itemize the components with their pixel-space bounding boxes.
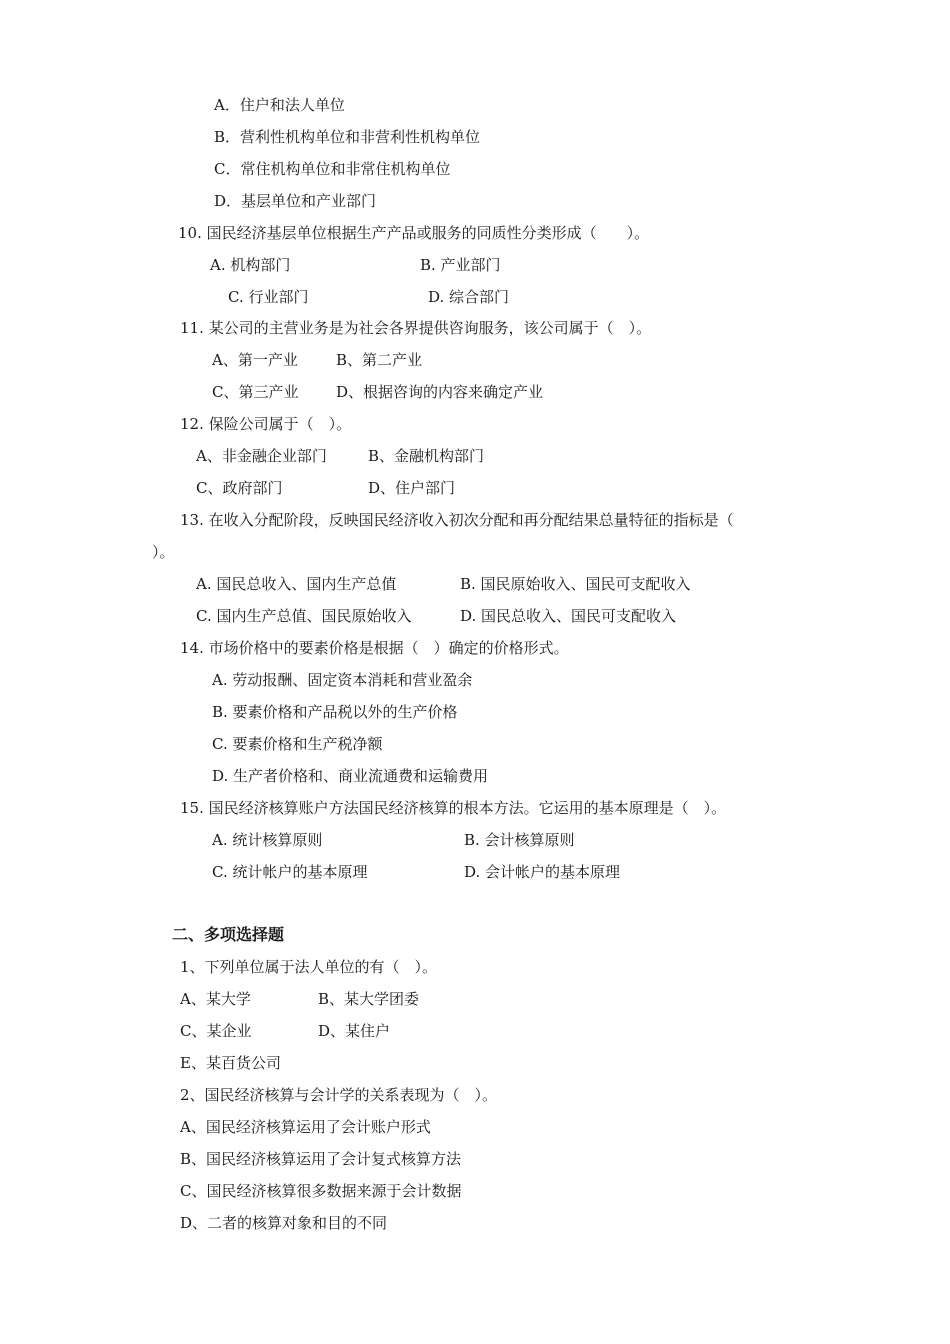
section-heading-multiple-choice: 二、多项选择题	[172, 925, 285, 944]
q13-option-c: C. 国内生产总值、国民原始收入	[196, 607, 412, 625]
q10-option-b: B. 产业部门	[420, 256, 501, 274]
mc-q2-option-a: A、国民经济核算运用了会计账户形式	[180, 1118, 431, 1136]
q10-option-c: C. 行业部门	[228, 288, 309, 306]
q9-option-a: A．住户和法人单位	[214, 96, 345, 114]
q13-stem-line2: ）。	[152, 543, 175, 561]
mc-q1-option-c: C、某企业	[180, 1022, 252, 1040]
q14-option-a: A. 劳动报酬、固定资本消耗和营业盈余	[212, 671, 473, 689]
q11-stem: 11. 某公司的主营业务是为社会各界提供咨询服务，该公司属于（ ）。	[180, 319, 652, 337]
q10-stem: 10. 国民经济基层单位根据生产产品或服务的同质性分类形成（ ）。	[178, 224, 650, 242]
q10-option-d: D. 综合部门	[428, 288, 510, 306]
q13-option-d: D. 国民总收入、国民可支配收入	[460, 607, 677, 625]
q9-option-c: C．常住机构单位和非常住机构单位	[214, 160, 451, 178]
mc-q2-stem: 2、国民经济核算与会计学的关系表现为（ ）。	[180, 1086, 498, 1104]
q15-stem: 15. 国民经济核算账户方法国民经济核算的根本方法。它运用的基本原理是（ ）。	[180, 799, 727, 817]
q10-option-a: A. 机构部门	[210, 256, 291, 274]
mc-q2-option-c: C、国民经济核算很多数据来源于会计数据	[180, 1182, 462, 1200]
q12-option-a: A、非金融企业部门	[196, 447, 327, 465]
q14-option-d: D. 生产者价格和、商业流通费和运输费用	[212, 767, 489, 785]
q11-option-c: C、第三产业	[212, 383, 299, 401]
q15-option-c: C. 统计帐户的基本原理	[212, 863, 368, 881]
mc-q2-option-d: D、二者的核算对象和目的不同	[180, 1214, 388, 1232]
q11-option-d: D、根据咨询的内容来确定产业	[336, 383, 544, 401]
q13-option-a: A. 国民总收入、国内生产总值	[196, 575, 397, 593]
q14-option-c: C. 要素价格和生产税净额	[212, 735, 383, 753]
q15-option-a: A. 统计核算原则	[212, 831, 323, 849]
mc-q1-option-e: E、某百货公司	[180, 1054, 281, 1072]
mc-q1-option-a: A、某大学	[180, 990, 251, 1008]
q11-option-b: B、第二产业	[336, 351, 423, 369]
q12-option-c: C、政府部门	[196, 479, 283, 497]
mc-q1-option-d: D、某住户	[318, 1022, 391, 1040]
mc-q1-stem: 1、下列单位属于法人单位的有（ ）。	[180, 958, 438, 976]
q9-option-d: D．基层单位和产业部门	[214, 192, 377, 210]
q12-option-d: D、住户部门	[368, 479, 456, 497]
q12-option-b: B、金融机构部门	[368, 447, 485, 465]
mc-q2-option-b: B、国民经济核算运用了会计复式核算方法	[180, 1150, 462, 1168]
q14-stem: 14. 市场价格中的要素价格是根据（ ）确定的价格形式。	[180, 639, 569, 657]
q9-option-b: B．营利性机构单位和非营利性机构单位	[214, 128, 481, 146]
q14-option-b: B. 要素价格和产品税以外的生产价格	[212, 703, 458, 721]
q15-option-b: B. 会计核算原则	[464, 831, 575, 849]
q11-option-a: A、第一产业	[212, 351, 298, 369]
q13-option-b: B. 国民原始收入、国民可支配收入	[460, 575, 691, 593]
mc-q1-option-b: B、某大学团委	[318, 990, 420, 1008]
q15-option-d: D. 会计帐户的基本原理	[464, 863, 621, 881]
q12-stem: 12. 保险公司属于（ ）。	[180, 415, 352, 433]
q13-stem-line1: 13. 在收入分配阶段，反映国民经济收入初次分配和再分配结果总量特征的指标是（	[180, 511, 734, 529]
